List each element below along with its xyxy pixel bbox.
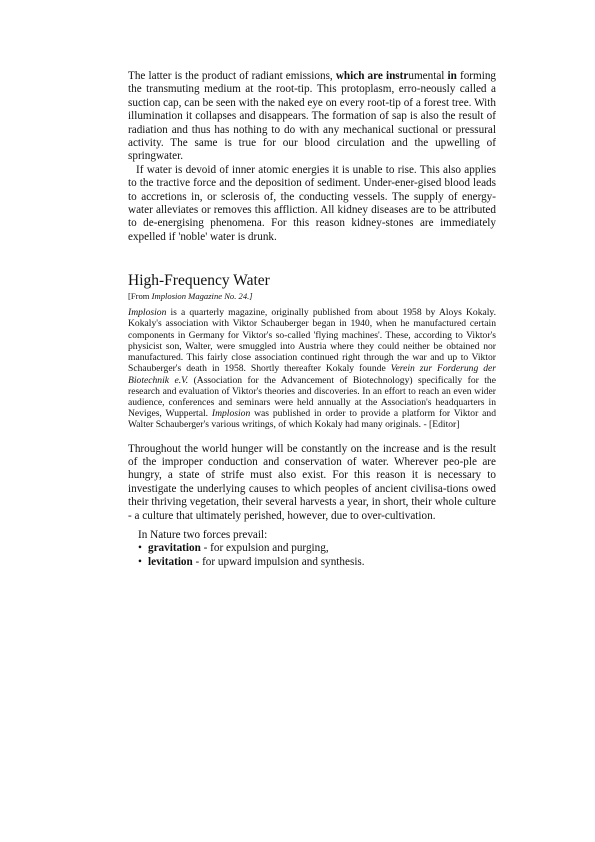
list-item: • gravitation - for expulsion and purging,	[138, 542, 496, 555]
document-page	[128, 70, 496, 569]
bold-segment: in	[447, 70, 457, 82]
paragraph-inner-atomic-energies: If water is devoid of inner atomic energies it is unable to rise. This also applies to the tractive force and the deposition of sediment. Under-ener-gised blood leads to accretions in, or sclerosis of, the conducting vessels. The supply of energy-water alleviates or removes this affliction. All kidney diseases are to be attributed to de-energising phenomena. For this reason kidney-stones are immediately expelled if 'noble' water is drunk.	[128, 163, 496, 243]
list-item: • levitation - for upward impulsion and synthesis.	[138, 556, 496, 569]
text-segment: forming the transmuting medium at the root-tip. This protoplasm, erro-neously called a suction cap, can be seen with the naked eye on every root-tip of a forest tree. With illumination it collapses and disappears. The formation of sap is also the result of radiation and thus has nothing to do with any mechanical suctional or pressural activity. The same is true for our blood circulation and the upwelling of springwater.	[128, 70, 497, 163]
bold-segment: which are instr	[335, 70, 409, 82]
text-segment: The latter is the product of radiant emissions,	[128, 70, 336, 82]
forces-list	[128, 542, 496, 569]
editor-note: Implosion is a quarterly magazine, originally published from about 1958 by Aloys Kokaly. Kokaly's association with Viktor Schauberger began in 1940, when he manufactured certain components in Germany for Viktor's so-called 'flying machines'. These, according to Viktor's physicist son, Walter, were smuggled into Austria where they could neither be obtained nor manufactured. This fairly close association continued right through the war and up to Viktor Schauberger's death in 1958. Shortly thereafter Kokaly founde Verein zur Forderung der Biotechnik e.V. (Association for the Advancement of Biotechnology) specifically for the research and evaluation of Viktor's theories and discoveries. In an effort to reach an even wider audience, conferences and seminars were held annually at the Association's headquarters in Neviges, Wuppertal. Implosion was published in order to provide a platform for Viktor and Walter Schauberger's various writings, of which Kokaly had many originals. - [Editor]	[128, 307, 496, 431]
section-title: High-Frequency Water	[128, 272, 270, 290]
paragraph-radiant-emissions	[128, 70, 496, 164]
paragraph-world-hunger: Throughout the world hunger will be constantly on the increase and is the result of the improper conduction and conservation of water. Wherever peo-ple are hungry, a state of strife must also exist. For this reason it is necessary to investigate the underlying causes to which peoples of ancient civilisa-tions owed their thriving vegetation, their several harvests a year, in short, their whole culture - a culture that ultimately perished, however, due to over-cultivation.	[128, 442, 496, 522]
text-segment: umental	[408, 70, 448, 82]
source-citation: [From Implosion Magazine No. 24.]	[128, 291, 253, 302]
forces-intro: In Nature two forces prevail:	[138, 528, 268, 541]
